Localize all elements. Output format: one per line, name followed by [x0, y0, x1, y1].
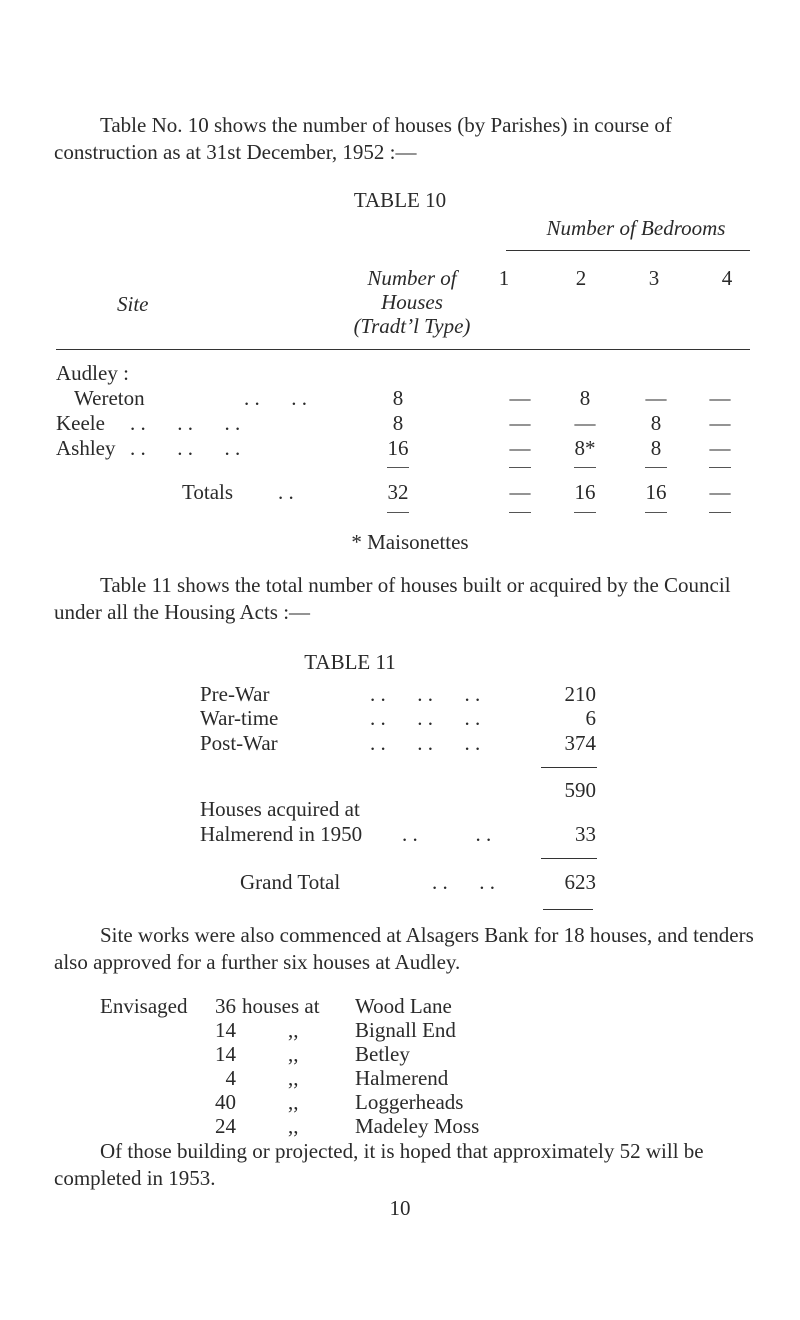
row-b3-wereton: —	[645, 386, 667, 410]
envisaged-at-word: houses at	[242, 994, 320, 1018]
envisaged-count-2: 14	[215, 1018, 236, 1042]
totals-leader: . .	[278, 480, 294, 504]
envisaged-count-3: 14	[215, 1042, 236, 1066]
t11-rule-final	[543, 909, 593, 910]
t11-label-post-war: Post-War	[200, 731, 278, 755]
t11-grand-total-value: 623	[564, 870, 596, 894]
site-works-text: Site works were also commenced at Alsagers Bank for 18 houses, and tenders also approved for a further six houses at Audley.	[54, 923, 754, 974]
row-b3-ashley: 8	[650, 436, 662, 460]
envisaged-ditto-5: ,,	[288, 1090, 299, 1114]
row-site-keele: Keele	[56, 411, 105, 435]
t11-acquired-line-2: Halmerend in 1950	[200, 822, 363, 846]
envisaged-place-5: Loggerheads	[355, 1090, 464, 1114]
rule-above-total-houses	[387, 467, 409, 468]
totals-b4: —	[709, 480, 731, 504]
totals-b3: 16	[645, 480, 667, 504]
row-b2-wereton: 8	[579, 386, 591, 410]
envisaged-count-4: 4	[225, 1066, 236, 1090]
t11-leader-pre-war: . . . . . .	[370, 682, 481, 706]
t11-acquired-value: 33	[575, 822, 596, 846]
table-10-title: TABLE 10	[353, 188, 447, 212]
t11-grand-total-leader: . . . .	[432, 870, 495, 894]
envisaged-place-6: Madeley Moss	[355, 1114, 480, 1138]
envisaged-ditto-3: ,,	[288, 1042, 299, 1066]
group-label-audley: Audley :	[56, 361, 129, 385]
table-10-header-rule	[56, 349, 750, 350]
row-site-ashley: Ashley	[56, 436, 116, 460]
rule-below-total-b1	[509, 512, 531, 513]
bedrooms-heading-rule	[506, 250, 750, 251]
row-site-wereton: Wereton	[74, 386, 145, 410]
row-b1-ashley: —	[509, 436, 531, 460]
col-header-houses-line-2: Houses	[381, 290, 443, 314]
envisaged-place-2: Bignall End	[355, 1018, 456, 1042]
row-b4-wereton: —	[709, 386, 731, 410]
t11-grand-total-label: Grand Total	[240, 870, 341, 894]
t11-value-pre-war: 210	[564, 682, 596, 706]
rule-above-total-b1	[509, 467, 531, 468]
totals-b2: 16	[574, 480, 596, 504]
table-11-title: TABLE 11	[304, 650, 396, 674]
totals-houses: 32	[387, 480, 409, 504]
row-leader-wereton: . . . .	[244, 386, 307, 410]
col-header-bedroom-3: 3	[648, 266, 660, 290]
envisaged-count-6: 24	[215, 1114, 236, 1138]
col-header-houses-line-3: (Tradt’l Type)	[353, 314, 471, 338]
intro-table-11-text: Table 11 shows the total number of houses built or acquired by the Council under all the Housing Acts :—	[54, 573, 731, 624]
rule-below-total-b2	[574, 512, 596, 513]
envisaged-ditto-6: ,,	[288, 1114, 299, 1138]
rule-below-total-b3	[645, 512, 667, 513]
row-b4-ashley: —	[709, 436, 731, 460]
rule-above-total-b2	[574, 467, 596, 468]
row-b1-wereton: —	[509, 386, 531, 410]
row-b4-keele: —	[709, 411, 731, 435]
intro-table-11	[54, 572, 754, 626]
t11-rule-grand-total	[541, 858, 597, 859]
totals-b1: —	[509, 480, 531, 504]
row-leader-keele: . . . . . .	[130, 411, 241, 435]
col-header-bedroom-1: 1	[498, 266, 510, 290]
t11-acquired-leader: . . . .	[402, 822, 492, 846]
intro-table-10	[54, 112, 754, 166]
t11-subtotal: 590	[564, 778, 596, 802]
closing-text: Of those building or projected, it is hoped that approximately 52 will be completed in 1953.	[54, 1139, 704, 1190]
envisaged-place-4: Halmerend	[355, 1066, 449, 1090]
t11-value-war-time: 6	[585, 706, 596, 730]
row-b3-keele: 8	[650, 411, 662, 435]
t11-leader-war-time: . . . . . .	[370, 706, 481, 730]
envisaged-lead: Envisaged	[100, 994, 188, 1018]
rule-above-total-b4	[709, 467, 731, 468]
envisaged-ditto-2: ,,	[288, 1018, 299, 1042]
rule-below-total-b4	[709, 512, 731, 513]
t11-acquired-line-1: Houses acquired at	[200, 797, 360, 821]
row-houses-wereton: 8	[392, 386, 404, 410]
row-houses-ashley: 16	[387, 436, 409, 460]
row-b2-ashley: 8*	[574, 436, 596, 460]
t11-label-pre-war: Pre-War	[200, 682, 270, 706]
t11-value-post-war: 374	[564, 731, 596, 755]
envisaged-count-5: 40	[215, 1090, 236, 1114]
totals-label: Totals	[182, 480, 234, 504]
intro-table-10-text: Table No. 10 shows the number of houses (by Parishes) in course of construction as at 31st December, 1952 :—	[54, 113, 672, 164]
row-b2-keele: —	[574, 411, 596, 435]
row-houses-keele: 8	[392, 411, 404, 435]
col-header-bedroom-4: 4	[721, 266, 733, 290]
row-leader-ashley: . . . . . .	[130, 436, 241, 460]
site-works-paragraph	[54, 922, 754, 976]
rule-below-total-houses	[387, 512, 409, 513]
envisaged-place-1: Wood Lane	[355, 994, 452, 1018]
rule-above-total-b3	[645, 467, 667, 468]
col-header-houses-line-1: Number of	[367, 266, 457, 290]
closing-paragraph	[54, 1138, 754, 1192]
t11-label-war-time: War-time	[200, 706, 279, 730]
envisaged-ditto-4: ,,	[288, 1066, 299, 1090]
col-header-bedroom-2: 2	[575, 266, 587, 290]
bedrooms-heading: Number of Bedrooms	[546, 216, 726, 240]
envisaged-place-3: Betley	[355, 1042, 410, 1066]
envisaged-count-1: 36	[215, 994, 236, 1018]
t11-rule-subtotal	[541, 767, 597, 768]
row-b1-keele: —	[509, 411, 531, 435]
footnote-maisonettes: * Maisonettes	[351, 530, 469, 554]
page-number: 10	[389, 1196, 411, 1220]
col-header-site: Site	[117, 292, 149, 316]
t11-leader-post-war: . . . . . .	[370, 731, 481, 755]
